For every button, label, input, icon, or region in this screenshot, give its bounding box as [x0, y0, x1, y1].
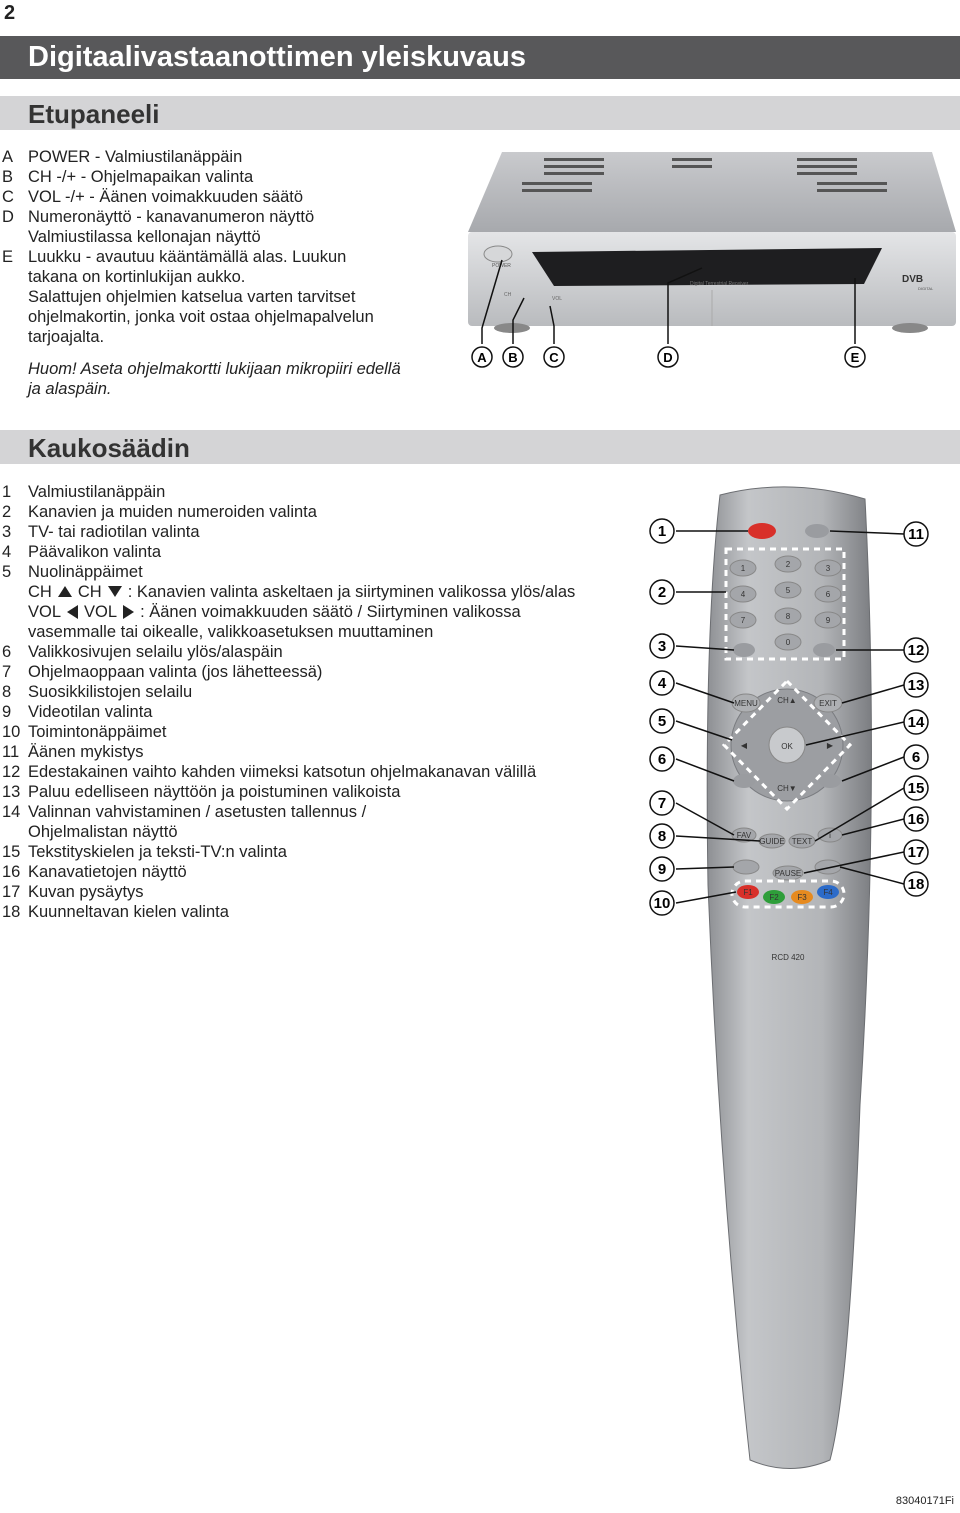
arrow-down-icon: [108, 586, 122, 597]
callout-6: 6: [657, 751, 667, 768]
section-bar-remote: [0, 430, 960, 464]
svg-text:8: 8: [785, 612, 791, 621]
f3-label: F3: [797, 893, 807, 902]
mute-button-icon: [805, 524, 829, 538]
svg-text:7: 7: [740, 616, 746, 625]
list-item: 4 Päävalikon valinta: [2, 543, 161, 561]
title-bar: [0, 36, 960, 79]
callout-16: 16: [907, 811, 925, 828]
foot: [892, 323, 928, 333]
info-label: i: [829, 831, 831, 840]
note-line: ja alaspäin.: [28, 380, 112, 398]
arrow-right-icon: [123, 605, 134, 619]
remote-illustration: [640, 485, 940, 1485]
list-item: takana on kortinlukijan aukko.: [28, 268, 246, 286]
list-item: ohjelmakortin, jonka voit ostaa ohjelmapalvelun: [28, 308, 374, 326]
svg-text:9: 9: [825, 616, 831, 625]
list-item: Salattujen ohjelmien katselua varten tarvitset: [28, 288, 356, 306]
video-button-icon: [733, 860, 759, 874]
callout-17: 17: [907, 844, 925, 861]
list-item: 16 Kanavatietojen näyttö: [2, 863, 187, 881]
svg-text:5: 5: [785, 586, 791, 595]
document-id: 83040171Fi: [895, 1495, 954, 1507]
guide-label: GUIDE: [759, 837, 785, 846]
list-item: C VOL -/+ - Äänen voimakkuuden säätö: [2, 188, 304, 206]
exit-label: EXIT: [819, 699, 837, 708]
ch-description: CH CH : Kanavien valinta askeltaen ja siirtyminen valikossa ylös/alas: [28, 583, 576, 601]
callout-9: 9: [657, 861, 667, 878]
callout-5: 5: [657, 713, 667, 730]
svg-text:3: 3: [825, 564, 831, 573]
display-label: Digital Terrestrial Receiver: [690, 281, 749, 287]
list-item: B CH -/+ - Ohjelmapaikan valinta: [2, 168, 254, 186]
callout-7: 7: [657, 795, 667, 812]
callout-e-label: E: [850, 350, 860, 365]
callout-14: 14: [907, 714, 925, 731]
menu-label: MENU: [734, 699, 758, 708]
list-item: 3 TV- tai radiotilan valinta: [2, 523, 200, 541]
svg-text:4: 4: [740, 590, 746, 599]
callout-c-label: C: [549, 350, 559, 365]
model-label: RCD 420: [771, 953, 805, 962]
receiver-illustration: [462, 150, 958, 375]
callout-18: 18: [907, 876, 925, 893]
callout-4: 4: [657, 675, 667, 692]
callout-13: 13: [907, 677, 925, 694]
f2-label: F2: [769, 893, 779, 902]
page-number: 2: [4, 2, 16, 24]
callout-11: 11: [908, 526, 924, 543]
callout-15: 15: [907, 780, 925, 797]
list-item: 11 Äänen mykistys: [2, 743, 144, 761]
list-item: 1 Valmiustilanäppäin: [2, 483, 166, 501]
callout-8: 8: [657, 828, 667, 845]
vol-description-cont: vasemmalle tai oikealle, valikkoasetuksen muuttaminen: [28, 623, 434, 641]
vol-description: VOL VOL : Äänen voimakkuuden säätö / Siirtyminen valikossa: [28, 603, 521, 621]
list-item: 6 Valikkosivujen selailu ylös/alaspäin: [2, 643, 283, 661]
list-item: E Luukku - avautuu kääntämällä alas. Luukun: [2, 248, 347, 266]
front-panel-heading: Etupaneeli: [28, 99, 160, 129]
remote-list: [0, 482, 640, 922]
power-button: [484, 246, 512, 262]
vol-right-label: ▶: [826, 741, 834, 750]
section-bar-front-panel: [0, 96, 960, 130]
callout-12: 12: [907, 642, 925, 659]
fav-label: FAV: [736, 831, 752, 840]
callout-3: 3: [657, 638, 667, 655]
page-up-button-icon: [733, 774, 755, 788]
svg-text:1: 1: [740, 564, 746, 573]
note: [28, 359, 468, 399]
foot: [494, 323, 530, 333]
list-item: 5 Nuolinäppäimet: [2, 563, 143, 581]
list-item: tarjoajalta.: [28, 328, 105, 346]
page-down-button-icon: [819, 774, 841, 788]
panel-callouts: [472, 347, 865, 367]
text-label: TEXT: [791, 837, 813, 846]
callout-2: 2: [657, 584, 667, 601]
list-item: 8 Suosikkilistojen selailu: [2, 683, 193, 701]
remote-heading: Kaukosäädin: [28, 433, 190, 463]
ch-down-label: CH▼: [777, 784, 797, 793]
page-title: Digitaalivastaanottimen yleiskuvaus: [28, 41, 527, 73]
callout-a-label: A: [477, 350, 487, 365]
arrow-up-icon: [58, 586, 72, 597]
callout-b-label: B: [508, 350, 518, 365]
back-button-icon: [813, 643, 835, 657]
tv-radio-button-icon: [733, 643, 755, 657]
list-item: 18 Kuunneltavan kielen valinta: [2, 903, 229, 921]
ch-text: CH: [504, 292, 512, 298]
list-item: 17 Kuvan pysäytys: [2, 883, 144, 901]
list-item: 12 Edestakainen vaihto kahden viimeksi katsotun ohjelmakanavan välillä: [2, 763, 537, 781]
power-button-icon: [748, 523, 776, 539]
svg-text:0: 0: [785, 638, 791, 647]
svg-text:6: 6: [825, 590, 831, 599]
list-item: 14 Valinnan vahvistaminen / asetusten tallennus /: [2, 803, 367, 821]
dvb-sub: DIGITAL: [918, 286, 934, 291]
list-item: 13 Paluu edelliseen näyttöön ja poistuminen valikoista: [2, 783, 401, 801]
list-item: 7 Ohjelmaoppaan valinta (jos lähetteessä): [2, 663, 323, 681]
audio-button-icon: [815, 860, 841, 874]
remote-callouts-right: [904, 522, 928, 896]
callout-d-label: D: [663, 350, 673, 365]
list-item: 9 Videotilan valinta: [2, 703, 153, 721]
list-item: D Numeronäyttö - kanavanumeron näyttö: [2, 208, 315, 226]
callout-10: 10: [653, 895, 671, 912]
vol-text: VOL: [552, 296, 563, 302]
callout-1: 1: [657, 523, 667, 540]
note-line: Huom! Aseta ohjelmakortti lukijaan mikropiiri edellä: [28, 360, 401, 378]
f4-label: F4: [823, 888, 833, 897]
pause-label: PAUSE: [774, 869, 802, 878]
svg-text:2: 2: [785, 560, 791, 569]
ch-up-label: CH▲: [777, 696, 797, 705]
arrow-left-icon: [67, 605, 78, 619]
list-item: Ohjelmalistan näyttö: [28, 823, 178, 841]
vol-left-label: ◀: [740, 741, 748, 750]
front-panel-list: [0, 147, 460, 347]
f1-label: F1: [743, 888, 753, 897]
list-item: 2 Kanavien ja muiden numeroiden valinta: [2, 503, 317, 521]
list-item: 10 Toimintonäppäimet: [2, 723, 167, 741]
ok-label: OK: [781, 742, 793, 751]
remote-callouts-left: [650, 519, 674, 915]
list-item: Valmiustilassa kellonajan näyttö: [28, 228, 261, 246]
callout-6-right: 6: [911, 749, 921, 766]
dvb-logo: DVB: [902, 274, 924, 285]
power-text: POWER: [492, 263, 511, 269]
list-item: 15 Tekstityskielen ja teksti-TV:n valinta: [2, 843, 287, 861]
list-item: A POWER - Valmiustilanäppäin: [2, 148, 243, 166]
